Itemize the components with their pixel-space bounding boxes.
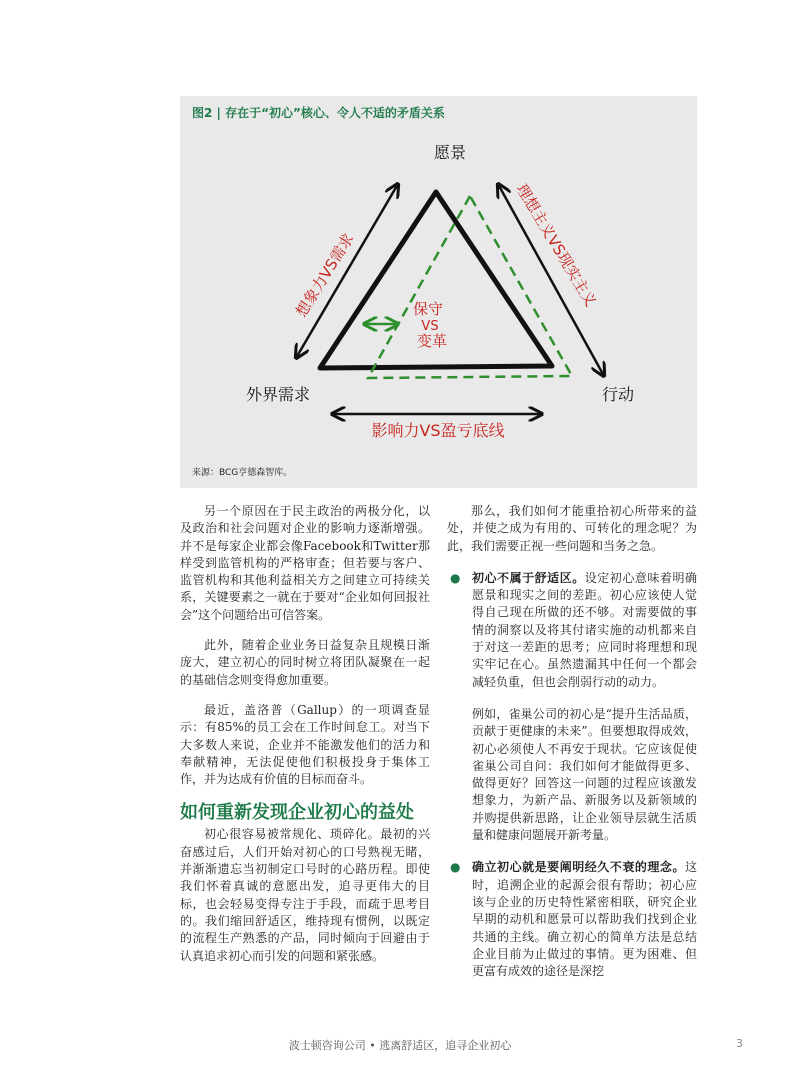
bullet-text: 这时，追溯企业的起源会很有帮助；初心应该与企业的历史特性紧密相联，研究企业早期的动机和愿景可以帮助我们找到企业共通的主线。确立初心的简单方法是总结企业目前为止做过的事情。更为困难、但更富有成效的途径是深挖 [472, 860, 697, 979]
label-left-edge: 想象力VS需求 [292, 230, 358, 321]
paragraph: 此外，随着企业业务日益复杂且规模日渐庞大，建立初心的同时树立将团队凝聚在一起的基础信念则变得愈加重要。 [180, 638, 430, 687]
label-bottom-edge: 影响力VS盈亏底线 [371, 421, 505, 440]
label-right-edge: 理想主义VS现实主义 [512, 180, 601, 310]
label-center-conservative: 保守 [412, 300, 444, 318]
label-external-demand: 外界需求 [245, 385, 311, 404]
tension-triangle-diagram [180, 96, 697, 488]
figure-title: 图2 | 存在于“初心”核心、令人不适的矛盾关系 [192, 106, 445, 120]
bullet-dot-icon: ● [450, 860, 461, 875]
paragraph: 另一个原因在于民主政治的两极分化，以及政治和社会问题对企业的影响力逐渐增强。并不是每家企业都会像Facebook和Twitter那样受到监管机构的严格审查；但若要与客户、监管机构和其他利益相关方之间建立可持续关系，关键要素之一就在于要对“企业如何回报社会”这个问题给出可信答案。 [180, 504, 430, 622]
label-center-change: 变革 [416, 332, 448, 350]
label-center-vs: VS [421, 319, 439, 334]
bullet-dot-icon: ● [450, 570, 461, 585]
bullet-lead: 初心不属于舒适区。 [472, 570, 585, 585]
paragraph: 初心很容易被常规化、琐碎化。最初的兴奋感过后，人们开始对初心的口号熟视无睹，并渐渐遗忘当初制定口号时的心路历程。即使我们怀着真诚的意愿出发，追寻更伟大的目标，也会轻易变得专注于手段，而疏于思考目的。我们缩回舒适区，维持现有惯例，以既定的流程生产熟悉的产品，同时倾向于回避由于认真追求初心而引发的问题和紧张感。 [180, 827, 430, 963]
label-action: 行动 [601, 385, 635, 404]
figure-source: 来源：BCG亨德森智库。 [192, 468, 293, 478]
bullet-lead: 确立初心就是要阐明经久不衰的理念。 [472, 860, 685, 875]
label-vision: 愿景 [433, 143, 467, 162]
figure-panel [180, 96, 697, 488]
paragraph: 最近，盖洛普（Gallup）的一项调查显示：有85%的员工会在工作时间怠工。对当下大多数人来说，企业并不能激发他们的活力和奉献精神，无法促使他们积极投身于集体工作，并为达成有价值的目标而奋斗。 [180, 702, 430, 787]
bullet-item [447, 859, 697, 980]
section-heading: 如何重新发现企业初心的益处 [180, 802, 414, 824]
page-number: 3 [736, 1037, 743, 1050]
left-column [180, 503, 430, 965]
bullet-item [447, 570, 697, 691]
right-column [447, 503, 697, 995]
page-footer: 波士顿咨询公司 • 逃离舒适区，追寻企业初心 [288, 1039, 512, 1052]
sub-paragraph: 例如，雀巢公司的初心是“提升生活品质，贡献于更健康的未来”。但要想取得成效，初心必须使人不再安于现状。它应该促使雀巢公司自问：我们如何才能做得更多、做得更好？回答这一问题的过程应该激发想象力，为新产品、新服务以及新领域的并购提供新思路，让企业领导层就生活质量和健康问题展开新考量。 [472, 706, 697, 843]
paragraph: 那么，我们如何才能重拾初心所带来的益处，并使之成为有用的、可转化的理念呢？为此，我们需要正视一些问题和当务之急。 [447, 504, 697, 553]
bullet-text: 设定初心意味着明确愿景和现实之间的差距。初心应该使人觉得自己现在所做的还不够。对需要做的事情的洞察以及将其付诸实施的动机都来自于对这一差距的思考；应同时将理想和现实牢记在心。虽然遗漏其中任何一个都会减轻负重，但也会削弱行动的动力。 [472, 570, 697, 689]
